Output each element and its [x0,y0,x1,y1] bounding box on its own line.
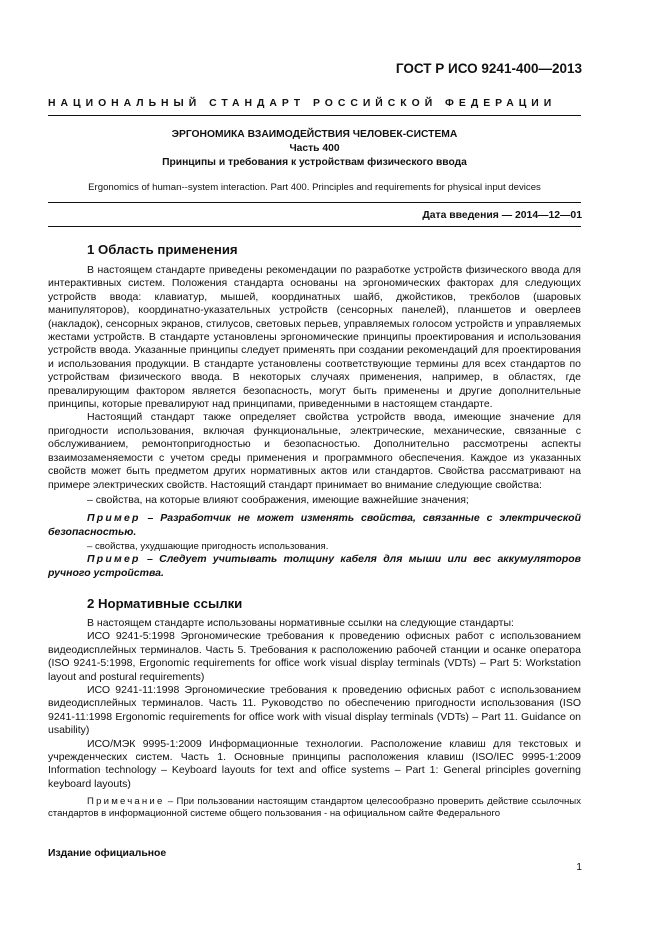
note-text: – При пользовании настоящим стандартом целесообразно проверить действие ссылочных стандартов в информационной системе общего пользования - на официальном сайте Федерального [48,796,581,820]
page-number: 1 [576,862,582,873]
introduction-date: Дата введения — 2014—12—01 [422,210,582,221]
title-rule [48,202,581,203]
section-1-paragraph-1: В настоящем стандарте приведены рекомендации по разработке устройств физического ввода для интерактивных систем. Положения стандарта основаны на эргономических факторах для следующих устройств ввода: клавиатур, мышей, координатных шайб, джойстиков, трекболов (шаровых манипуляторов), координатно-указательных устройств (сенсорных панелей), планшетов и оверлеев (накладок), сенсорных экранов, стилусов, световых перьев, управляемых голосом устройств и управляемых жестами устройств. В стандарте установлены эргономические принципы проектирования и использования устройств ввода. Указанные принципы следует применять при создании рекомендаций для проектирования и использования продукции. В стандарте установлены соответствующие термины для всех стандартов по устройствам физического ввода. В некоторых случаях применения, например, в областях, где превалирующим фактором является безопасность, могут быть применены и другие дополнительные принципы, которые превалируют над принципами, приведенными в настоящем стандарте. [48,264,581,411]
section-1-paragraph-2: Настоящий стандарт также определяет свойства устройств ввода, имеющие значение для пригодности использования, включая функциональные, электрические, механические, связанные с обслуживанием, ремонтопригодностью и безопасностью. Дополнительно рассмотрены аспекты взаимозаменяемости с учетом среды применения и программного обеспечения. Каждое из указанных свойств может быть предметом других нормативных актов или стандартов. Свойства рассматривают на примере электрических свойств. Настоящий стандарт принимает во внимание следующие свойства: [48,411,581,491]
normative-reference-1: ИСО 9241-5:1998 Эргономические требования к проведению офисных работ с использованием видеодисплейных терминалов. Часть 5. Требования к расположению рабочей станции и осанке оператора (ISO 9241-5:1998, Ergonomic requirements for office work visual display terminals (VDTs) – Part 5: Workstation layout and postural requirements) [48,630,581,683]
section-1-heading: 1 Область применения [87,242,238,257]
example-label: Пример [87,553,141,566]
normative-reference-3: ИСО/МЭК 9995-1:2009 Информационные технологии. Расположение клавиш для текстовых и учрежденческих систем. Часть 1. Основные принципы расположения клавиш (ISO/IEC 9995-1:2009 Information technology – Keyboard layouts for text and office systems – Part 1: General principles governing keyboard layouts) [48,737,581,790]
note-label: Примечание [87,796,165,808]
example-2 [48,553,581,580]
date-rule [48,226,581,227]
national-standard-banner: НАЦИОНАЛЬНЫЙ СТАНДАРТ РОССИЙСКОЙ ФЕДЕРАЦИИ [48,98,557,109]
title-line-3: Принципы и требования к устройствам физического ввода [162,157,467,168]
section-1-body [48,264,581,580]
section-1-list-item-1: – свойства, на которые влияют соображения, имеющие важнейшие значения; [87,493,469,506]
example-label: Пример [87,512,141,525]
example-2-text: – Следует учитывать толщину кабеля для мыши или вес аккумуляторов ручного устройства. [48,553,581,579]
title-line-2: Часть 400 [289,143,340,154]
title-line-1: ЭРГОНОМИКА ВЗАИМОДЕЙСТВИЯ ЧЕЛОВЕК-СИСТЕМА [171,129,458,140]
official-edition-label: Издание официальное [48,848,167,859]
top-rule [48,115,581,116]
note [48,796,581,820]
english-title: Ergonomics of human--system interaction. Part 400. Principles and requirements for physical input devices [88,182,541,193]
section-1-list-item-2: – свойства, ухудшающие пригодность использования. [87,541,329,553]
example-1 [48,512,581,539]
normative-reference-2: ИСО 9241-11:1998 Эргономические требования к проведению офисных работ с использованием видеодисплейных терминалов. Часть 11. Руководство по обеспечению пригодности использования (ISO 9241-11:1998 Ergonomic requirements for office work with visual display terminals (VDTs) – Part 11. Guidance on usability) [48,684,581,737]
section-2-body [48,617,581,821]
section-2-intro: В настоящем стандарте использованы нормативные ссылки на следующие стандарты: [87,617,514,629]
section-2-heading: 2 Нормативные ссылки [87,596,243,611]
standard-code: ГОСТ Р ИСО 9241-400—2013 [395,61,582,76]
example-1-text: – Разработчик не может изменять свойства, связанные с электрической безопасностью. [48,512,581,538]
